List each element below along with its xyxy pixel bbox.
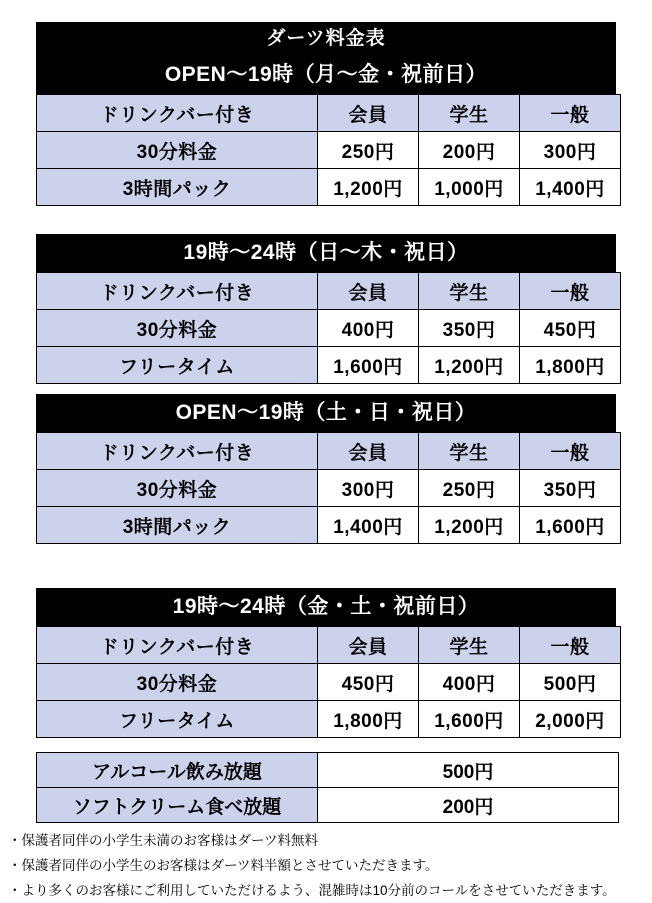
price-cell: 1,800円 [318, 701, 419, 738]
row-label: 30分料金 [37, 310, 318, 347]
price-cell: 1,600円 [419, 701, 520, 738]
column-header-member: 会員 [318, 627, 419, 664]
price-cell: 1,800円 [520, 347, 621, 384]
note-item: ・保護者同伴の小学生未満のお客様はダーツ料無料 [8, 833, 318, 848]
row-label: 30分料金 [37, 664, 318, 701]
price-cell: 1,000円 [419, 169, 520, 206]
row-label: 3時間パック [37, 169, 318, 206]
table-row [37, 95, 621, 132]
price-cell: 1,400円 [318, 507, 419, 544]
section-1-heading: OPEN〜19時（月〜金・祝前日） [36, 56, 616, 94]
notes-list [8, 828, 648, 903]
note-item: ・より多くのお客様にご利用していただけるよう、混雑時は10分前のコールをさせていただきます。 [8, 883, 616, 898]
column-header-student: 学生 [419, 273, 520, 310]
row-label: 3時間パック [37, 507, 318, 544]
section-4-table [36, 626, 621, 738]
table-row [37, 788, 619, 823]
table-row [37, 433, 621, 470]
row-header-label: ドリンクバー付き [37, 95, 318, 132]
row-header-label: ドリンクバー付き [37, 273, 318, 310]
column-header-general: 一般 [520, 95, 621, 132]
price-cell: 250円 [318, 132, 419, 169]
price-cell: 300円 [520, 132, 621, 169]
table-row [37, 310, 621, 347]
table-row [37, 132, 621, 169]
price-cell: 1,600円 [318, 347, 419, 384]
table-row [37, 701, 621, 738]
section-3-heading: OPEN〜19時（土・日・祝日） [36, 394, 616, 432]
column-header-student: 学生 [419, 95, 520, 132]
section-1-table [36, 94, 621, 206]
table-row [37, 627, 621, 664]
row-label: 30分料金 [37, 132, 318, 169]
row-label: フリータイム [37, 347, 318, 384]
table-row [37, 169, 621, 206]
column-header-member: 会員 [318, 95, 419, 132]
price-cell: 500円 [520, 664, 621, 701]
extra-price: 500円 [318, 753, 619, 788]
column-header-member: 会員 [318, 433, 419, 470]
column-header-general: 一般 [520, 627, 621, 664]
extra-price: 200円 [318, 788, 619, 823]
section-4-heading: 19時〜24時（金・土・祝前日） [36, 588, 616, 626]
section-3-table [36, 432, 621, 544]
extras-section [36, 752, 616, 823]
column-header-general: 一般 [520, 273, 621, 310]
table-row [37, 273, 621, 310]
price-cell: 2,000円 [520, 701, 621, 738]
price-cell: 1,400円 [520, 169, 621, 206]
row-header-label: ドリンクバー付き [37, 433, 318, 470]
table-row [37, 507, 621, 544]
column-header-student: 学生 [419, 627, 520, 664]
price-cell: 1,200円 [419, 507, 520, 544]
note-item: ・保護者同伴の小学生のお客様はダーツ料半額とさせていただきます。 [8, 858, 439, 873]
column-header-general: 一般 [520, 433, 621, 470]
column-header-student: 学生 [419, 433, 520, 470]
section-2-heading: 19時〜24時（日〜木・祝日） [36, 234, 616, 272]
extras-table [36, 752, 619, 823]
section-2-table [36, 272, 621, 384]
table-row [37, 664, 621, 701]
price-cell: 250円 [419, 470, 520, 507]
price-cell: 200円 [419, 132, 520, 169]
table-row [37, 347, 621, 384]
price-cell: 450円 [520, 310, 621, 347]
price-cell: 1,200円 [419, 347, 520, 384]
price-cell: 1,200円 [318, 169, 419, 206]
row-label: 30分料金 [37, 470, 318, 507]
price-cell: 350円 [520, 470, 621, 507]
column-header-member: 会員 [318, 273, 419, 310]
section-4 [36, 588, 616, 738]
extra-label: アルコール飲み放題 [37, 753, 318, 788]
extra-label: ソフトクリーム食べ放題 [37, 788, 318, 823]
table-row [37, 470, 621, 507]
row-label: フリータイム [37, 701, 318, 738]
price-cell: 1,600円 [520, 507, 621, 544]
section-2 [36, 234, 616, 384]
price-cell: 400円 [318, 310, 419, 347]
section-1 [36, 22, 616, 206]
price-cell: 350円 [419, 310, 520, 347]
table-row [37, 753, 619, 788]
price-cell: 400円 [419, 664, 520, 701]
price-cell: 450円 [318, 664, 419, 701]
section-3 [36, 394, 616, 544]
document-title: ダーツ料金表 [36, 22, 616, 56]
row-header-label: ドリンクバー付き [37, 627, 318, 664]
price-cell: 300円 [318, 470, 419, 507]
